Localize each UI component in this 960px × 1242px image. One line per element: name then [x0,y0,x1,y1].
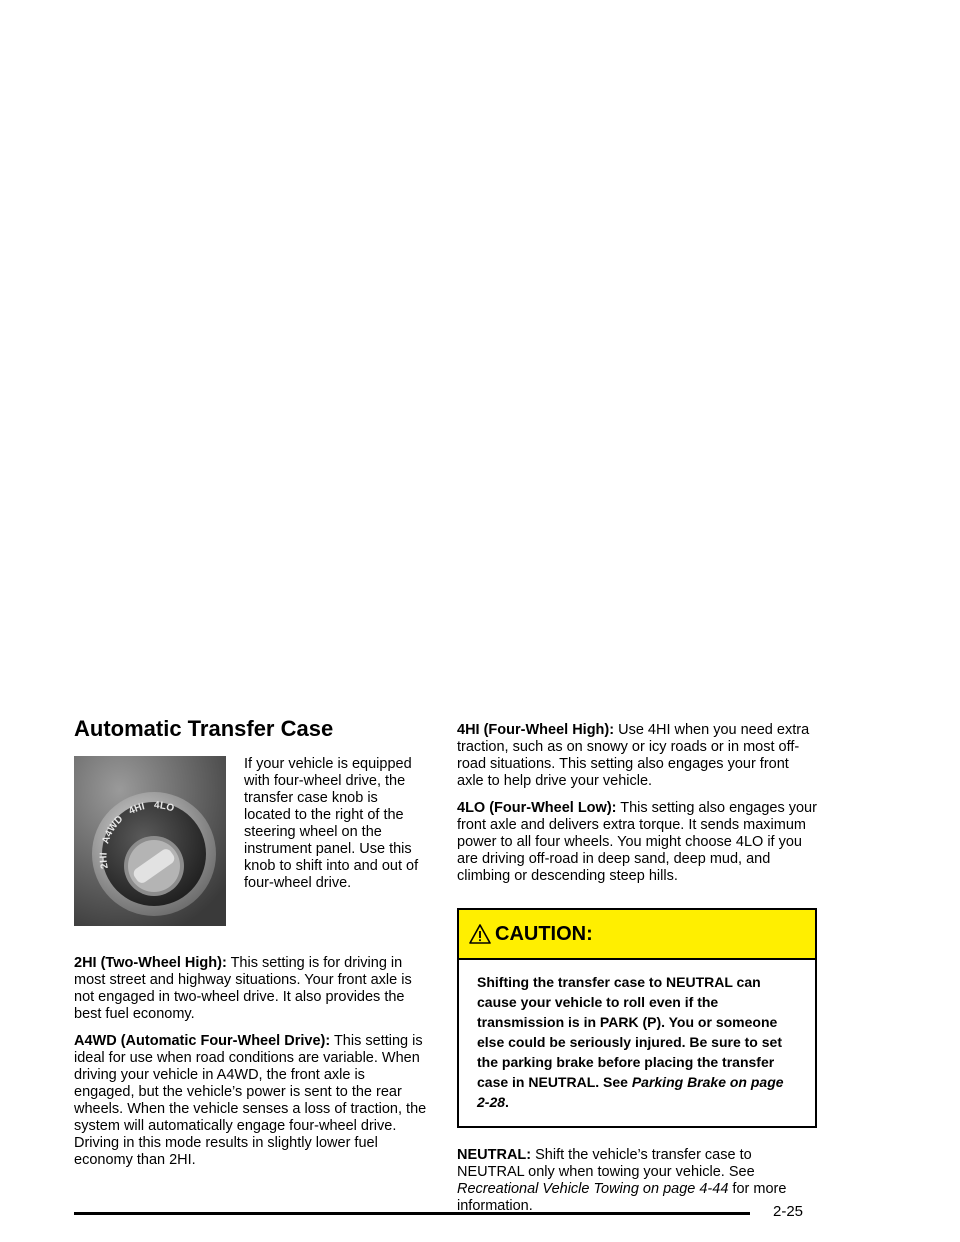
left-column [74,756,429,1179]
knob-label-arc: 2HI A4WD 4HI 4LO [98,800,176,870]
caution-body [459,960,815,1126]
page-number: 2-25 [773,1203,804,1220]
intro-row [74,756,429,926]
neutral-paragraph [457,1147,817,1215]
mode-4hi-term: 4HI (Four-Wheel High): [457,722,615,738]
warning-triangle-icon [469,923,491,945]
caution-text: Shifting the transfer case to NEUTRAL can cause your vehicle to roll even if the transmission is in PARK (P). You or someone else could be seriously injured. Be sure to set the parking brake before placing the transfer case in NEUTRAL. See [477,974,782,1090]
parking-brake-link[interactable]: Parking Brake on page 2-28 [477,1074,784,1110]
footer-rule [74,1212,750,1215]
mode-4hi [457,722,817,790]
transfer-case-knob-photo [74,756,226,926]
page-title: Automatic Transfer Case [74,716,334,741]
mode-2hi-text: This setting is for driving in most street and highway situations. Your front axle is not engaged in two-wheel drive. It also provides the best fuel economy. [74,955,412,1022]
caution-end: . [505,1094,509,1110]
mode-a4wd-term: A4WD (Automatic Four-Wheel Drive): [74,1033,331,1049]
mode-a4wd [74,1033,429,1169]
mode-2hi-term: 2HI (Two-Wheel High): [74,955,227,971]
neutral-term: NEUTRAL: [457,1147,532,1163]
caution-title: CAUTION: [495,922,593,945]
mode-4hi-text: Use 4HI when you need extra traction, such as on snowy or icy roads or in most off-road situations. This setting also engages your front axle to help drive your vehicle. [457,722,810,789]
mode-2hi [74,955,429,1023]
intro-paragraph: If your vehicle is equipped with four-wheel drive, the transfer case knob is located to the right of the steering wheel on the instrument panel. Use this knob to shift into and out of four-wheel drive. [244,756,419,891]
neutral-end: for more information. [457,1181,787,1214]
neutral-text: Shift the vehicle’s transfer case to NEUTRAL only when towing your vehicle. See [457,1147,755,1180]
vehicle-towing-link[interactable]: Recreational Vehicle Towing on page 4-44 [457,1181,729,1197]
mode-a4wd-text: This setting is ideal for use when road conditions are variable. When driving your vehicle in A4WD, the front axle is engaged, but the vehicle’s power is sent to the rear wheels. When the vehicle senses a loss of traction, the system will automatically engage four-wheel drive. Driving in this mode results in slightly lower fuel economy than 2HI. [74,1033,427,1168]
mode-4lo-text: This setting also engages your front axle and delivers extra torque. It sends maximum power to all four wheels. You might choose 4LO if you are driving off-road in deep sand, deep mud, and climbing or descending steep hills. [457,800,817,884]
right-column [457,722,817,1225]
caution-box [457,908,817,1128]
mode-4lo [457,800,817,885]
mode-4lo-term: 4LO (Four-Wheel Low): [457,800,617,816]
caution-header [459,910,815,960]
